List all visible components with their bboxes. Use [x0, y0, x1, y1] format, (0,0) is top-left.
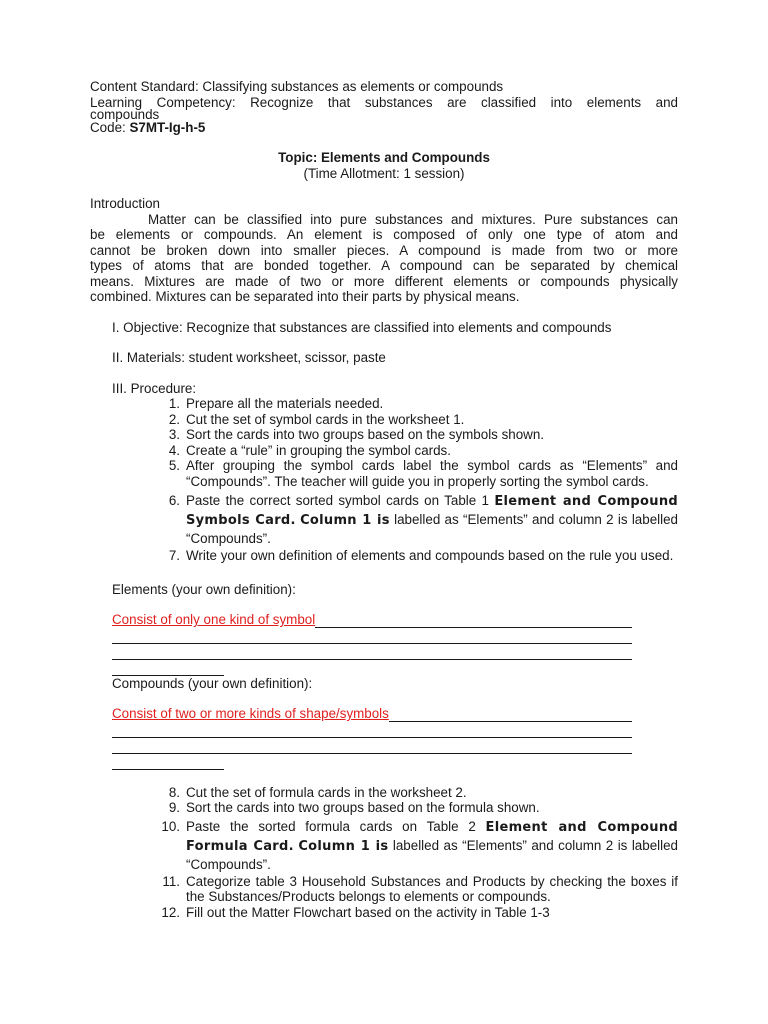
- step-text: Write your own definition of elements and compounds based on the rule you used.: [186, 548, 674, 563]
- introduction-heading: Introduction: [90, 196, 160, 211]
- step-number: 12.: [161, 904, 180, 920]
- step-text: Sort the cards into two groups based on the formula shown.: [186, 800, 540, 815]
- topic-allotment: (Time Allotment: 1 session): [303, 165, 465, 181]
- procedure-steps-continued: [90, 785, 678, 921]
- step-number: 7.: [168, 548, 180, 563]
- compounds-answer: Consist of two or more kinds of shape/symbols: [112, 706, 389, 721]
- step-number: 10.: [161, 818, 180, 834]
- answer-line[interactable]: [112, 644, 632, 660]
- topic-block: [90, 150, 678, 181]
- compounds-answer-row[interactable]: [112, 706, 632, 722]
- step-number: 9.: [168, 800, 180, 815]
- elements-answer-row[interactable]: [112, 612, 632, 628]
- intro-line: Matter can be classified into pure substances and mixtures. Pure substances can: [148, 211, 678, 227]
- step-number: 4.: [168, 442, 180, 458]
- answer-line[interactable]: [112, 722, 632, 738]
- step-text: Sort the cards into two groups based on the symbols shown.: [186, 427, 545, 442]
- step-text-part: Paste the sorted formula cards on Table 2: [186, 818, 486, 834]
- step-bold-title: Element and Compound Symbols Card.: [186, 494, 678, 528]
- answer-line: [315, 614, 632, 628]
- learning-competency-line2: compounds: [90, 107, 160, 122]
- list-item: [158, 818, 678, 874]
- step-text-part: Paste the correct sorted symbol cards on Table 1: [186, 493, 495, 508]
- step-number: 11.: [162, 873, 180, 889]
- list-item: [158, 874, 678, 905]
- list-item: [158, 905, 678, 921]
- step-number: 8.: [168, 784, 180, 800]
- list-item: [158, 492, 678, 548]
- answer-line[interactable]: [112, 628, 632, 644]
- list-item: [158, 427, 678, 443]
- code-value: S7MT-Ig-h-5: [129, 119, 206, 135]
- list-item: [158, 785, 678, 801]
- introduction: [90, 196, 678, 305]
- list-item: [158, 396, 678, 412]
- step-text-part: labelled as “Elements” and column 2 is labelled “Compounds”.: [186, 512, 678, 546]
- step-text: [186, 818, 678, 874]
- elements-definition-label: Elements (your own definition):: [112, 581, 296, 597]
- learning-competency-line1: Learning Competency: Recognize that substances are classified into elements and: [90, 94, 678, 110]
- document-page: [90, 79, 678, 920]
- objective: I. Objective: Recognize that substances are classified into elements and compounds: [112, 319, 612, 335]
- materials: II. Materials: student worksheet, scissor, paste: [112, 350, 386, 365]
- list-item: [158, 412, 678, 428]
- step-number: 2.: [168, 411, 180, 427]
- step-text: Cut the set of formula cards in the worksheet 2.: [186, 784, 467, 800]
- step-bold-column: Column 1 is: [300, 513, 390, 528]
- step-text: Prepare all the materials needed.: [186, 396, 384, 411]
- step-text-part: labelled as “Elements” and column 2 is labelled “Compounds”.: [186, 837, 678, 872]
- answer-line[interactable]: [112, 754, 224, 770]
- topic-title: Topic: Elements and Compounds: [278, 150, 490, 165]
- answer-line: [389, 708, 632, 722]
- compounds-definition-label: Compounds (your own definition):: [112, 675, 313, 691]
- procedure: [90, 381, 678, 564]
- step-number: 5.: [168, 458, 180, 473]
- step-text: [186, 492, 678, 548]
- intro-line: be elements or compounds. An element is composed of only one type of atom and: [90, 227, 678, 242]
- step-text: Categorize table 3 Household Substances and Products by checking the boxes if the Substances/Products belongs to elements or compounds.: [186, 873, 678, 904]
- step-number: 3.: [168, 427, 180, 442]
- content-standard: Content Standard: Classifying substances as elements or compounds: [90, 79, 504, 94]
- elements-definition: [90, 582, 678, 676]
- procedure-steps: [90, 396, 678, 564]
- code-label: Code:: [90, 119, 126, 135]
- step-text: After grouping the symbol cards label the symbol cards as “Elements” and “Compounds”. The teacher will guide you in properly sorting the symbol cards.: [186, 458, 678, 489]
- intro-line: types of atoms that are bonded together. A compound can be separated by chemical: [90, 258, 678, 273]
- list-item: [158, 458, 678, 489]
- code-line: [90, 120, 678, 136]
- step-number: 6.: [168, 493, 180, 508]
- answer-line[interactable]: [112, 660, 224, 676]
- step-text: Create a “rule” in grouping the symbol cards.: [186, 442, 451, 458]
- answer-line[interactable]: [112, 738, 632, 754]
- procedure-heading: III. Procedure:: [112, 380, 197, 396]
- intro-line: means. Mixtures are made of two or more different elements or compounds physically: [90, 273, 678, 289]
- intro-line: combined. Mixtures can be separated into their parts by physical means.: [90, 289, 520, 304]
- compounds-definition: [90, 676, 678, 770]
- list-item: [158, 800, 678, 816]
- intro-line: cannot be broken down into smaller pieces. A compound is made from two or more: [90, 242, 678, 258]
- elements-answer: Consist of only one kind of symbol: [112, 612, 316, 627]
- step-bold-column: Column 1 is: [298, 838, 389, 854]
- step-number: 1.: [168, 396, 180, 411]
- step-text: Fill out the Matter Flowchart based on the activity in Table 1-3: [186, 904, 550, 920]
- step-bold-title: Element and Compound Formula Card.: [186, 819, 678, 854]
- list-item: [158, 548, 678, 564]
- list-item: [158, 443, 678, 459]
- step-text: Cut the set of symbol cards in the worksheet 1.: [186, 411, 465, 427]
